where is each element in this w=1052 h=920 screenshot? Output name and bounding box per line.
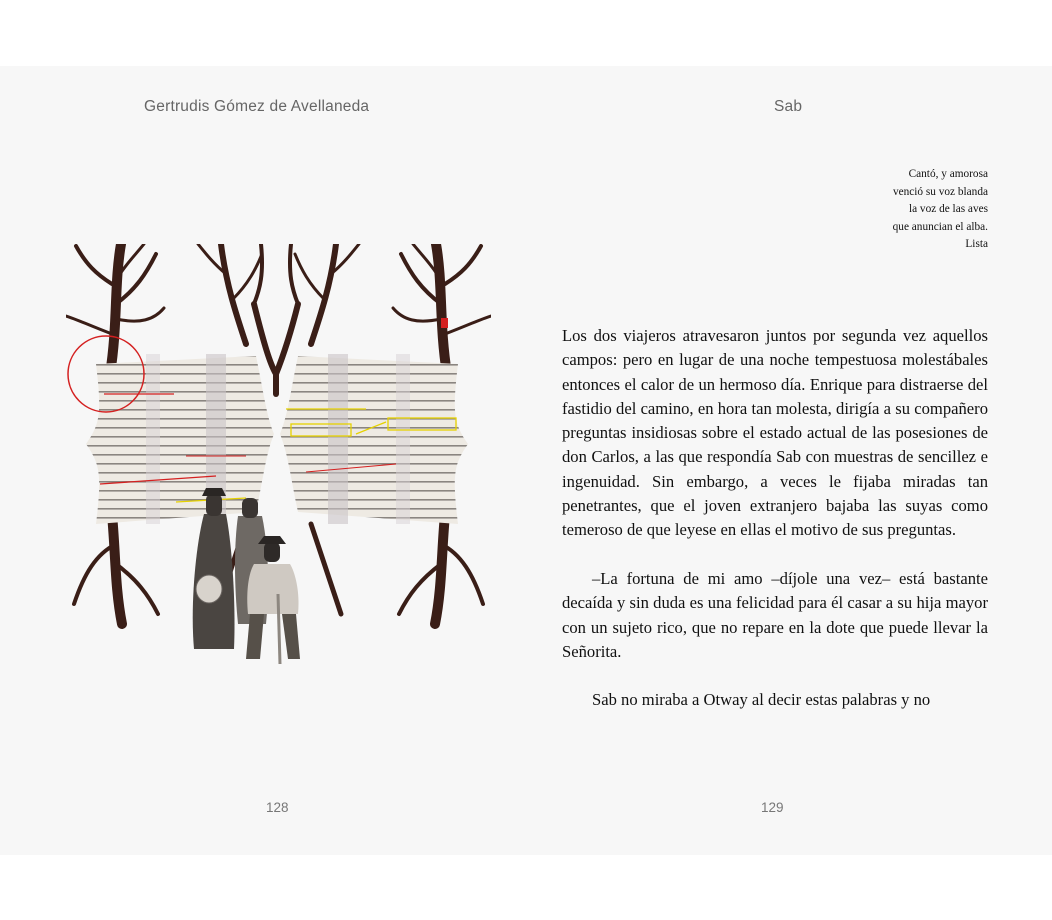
running-head-author: Gertrudis Gómez de Avellaneda: [144, 98, 370, 115]
vintage-photo-figures: [193, 488, 300, 664]
epigraph-line: que anuncian el alba.: [892, 220, 988, 233]
epigraph-line: Cantó, y amorosa: [908, 168, 988, 180]
epigraph-attribution: Lista: [965, 238, 988, 251]
epigraph: [748, 166, 988, 254]
page-number-left: 128: [266, 800, 289, 815]
running-head-title: Sab: [774, 98, 803, 115]
collage-illustration: [66, 244, 491, 664]
epigraph-line: venció su voz blanda: [892, 185, 988, 198]
paragraph: –La fortuna de mi amo –díjole una vez– está bastante decaída y sin duda es una felicidad para él casar a su hija mayor con un sujeto rico, que no repare en la dote que puede llevar la Señorita.: [562, 568, 988, 661]
paragraph: Los dos viajeros atravesaron juntos por segunda vez aquellos campos: pero en lugar de una noche tempestuosa molestábales entonces el calor de un hermoso día. Enrique para distraerse del fastidio del camino, en hora tan molesta, dirigía a su compañero preguntas insidiosas sobre el estado actual de las posesiones de don Carlos, a las que respondía Sab con muestras de sencillez e ingenuidad. Sin embargo, a veces le fijaba miradas tan penetrantes, que el joven extranjero bajaba las suyas como temeroso de que leyese en ellas el motivo de sus preguntas.: [562, 326, 988, 540]
paragraph: Sab no miraba a Otway al decir estas palabras y no: [592, 690, 931, 710]
body-text: [562, 324, 988, 713]
page-number-right: 129: [761, 800, 784, 815]
epigraph-line: la voz de las aves: [908, 203, 988, 216]
